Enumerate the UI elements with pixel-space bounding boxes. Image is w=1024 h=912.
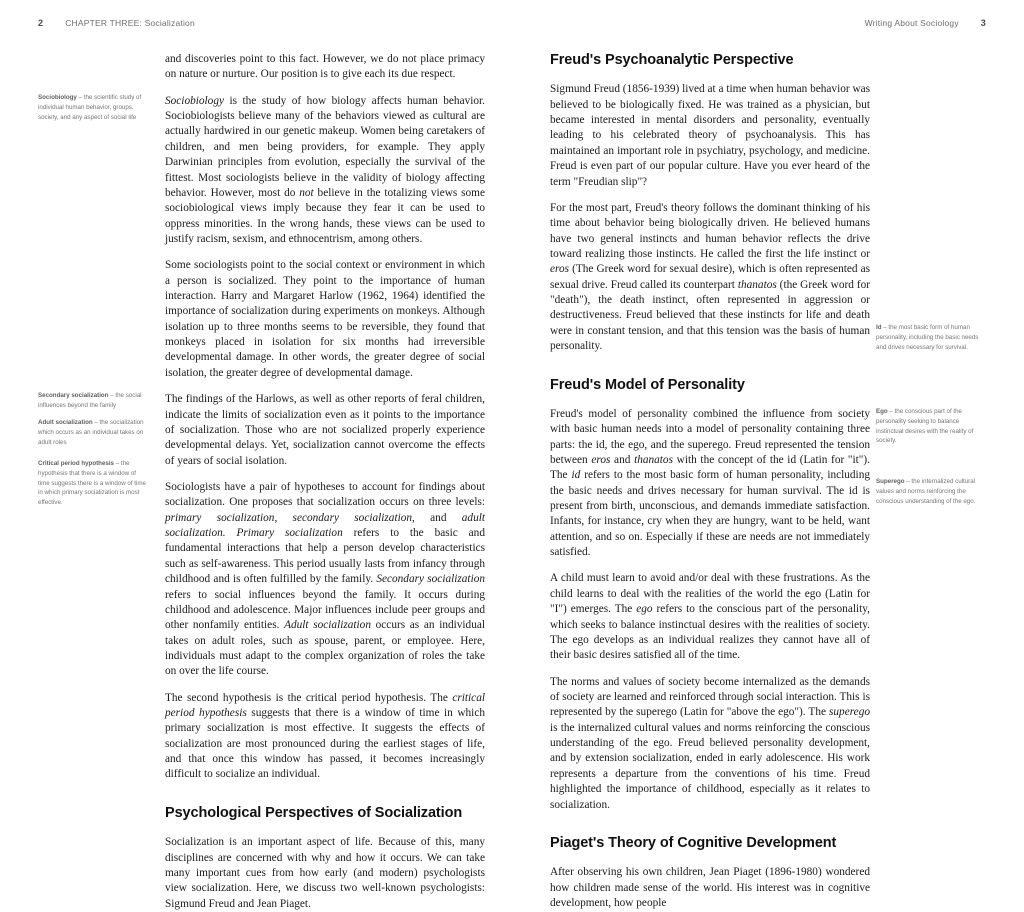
paragraph: Sociobiology is the study of how biology affects human behavior. Sociobiologists believe many of the behaviors viewed as cultural are actually hardwired in our genetic makeup. Women being caretakers of children, and men being providers, for example. They apply Darwinian principles from evolution, especially the survival of the fittest. Most sociologists believe in the validity of biology affecting behavior. However, most do not believe in the totalizing views some sociobiological views imply because they fear it can be used to oppress minorities. In the wrong hands, these views can be used to justify racism, sexism, and ethnocentrism, among others. — [165, 94, 485, 245]
running-head-right — [865, 18, 986, 28]
section-heading-freud-model-personality: Freud's Model of Personality — [550, 376, 745, 393]
glossary-term: Superego — [876, 478, 905, 485]
glossary-term: Id — [876, 324, 882, 331]
paragraph: Sociologists have a pair of hypotheses to account for findings about socialization. One proposes that socialization occurs on three levels: primary socialization, secondary socialization, and adult socialization. Primary socialization refers to the basic and fundamental interactions that help a person develop characteristics such as self-awareness. This period usually lasts from infancy through childhood and is often fulfilled by the family. Secondary socialization refers to social influences beyond the family. It occurs during childhood and adolescence. Major influences include peer groups and other nonfamily entities. Adult socialization occurs as an individual takes on adult roles, such as spouse, parent, or employee. Here, individuals must adapt to the complex organization of roles the take on over the life course. — [165, 480, 486, 678]
page-number-right: 3 — [980, 18, 986, 28]
section-heading-piaget-cognitive-development: Piaget's Theory of Cognitive Development — [550, 834, 837, 851]
paragraph: Some sociologists point to the social context or environment in which a person is socialized. They point to the importance of human interaction. Harry and Margaret Harlow (1962, 1964) identified the importance of socialization during experiments on monkeys. Although isolation up to three months seems to be reversible, they found that monkeys placed in isolation for six months had irreversible developmental damage. In other words, the greater degree of social isolation, the greater degree of developmental damage. — [165, 259, 485, 379]
running-head-left — [38, 18, 195, 28]
glossary-definition: – the scientific study of individual human behavior, groups, society, and any aspect of social life — [38, 94, 142, 121]
margin-note-secondary-socialization — [38, 391, 148, 411]
glossary-definition: – the social influences beyond the family — [38, 392, 142, 409]
glossary-term: Ego — [876, 408, 888, 415]
margin-note-id — [876, 323, 986, 352]
paragraph: A child must learn to avoid and/or deal with these frustrations. As the child learns to deal with the realities of the world the ego (Latin for "I") emerges. The ego refers to the conscious part of the personality, which seeks to balance instinctual desires with the realities of society. The ego develops as an individual realizes they cannot have all of their basic desires satisfied all of the time. — [550, 572, 870, 662]
paragraph: For the most part, Freud's theory follows the dominant thinking of his time about behavior being biologically driven. He believed humans have two general instincts and human behavior reflects the drive toward realizing those instincts. He called the first the life instinct or eros (The Greek word for sexual desire), which is often represented as sexual drive. Freud called its counterpart thanatos (the Greek word for "death"), the death instinct, often represented in aggression or destructiveness. Freud believed that these instincts for life and death were in constant tension, and that this tension was the basis of human personality. — [550, 201, 870, 353]
paragraph: After observing his own children, Jean Piaget (1896-1980) wondered how children made sense of the world. His interest was in cognitive development, how people — [550, 866, 870, 909]
margin-note-adult-socialization — [38, 418, 148, 447]
book-title-right: Writing About Sociology — [864, 18, 959, 28]
right-page-text-column — [550, 52, 870, 911]
paragraph: Sigmund Freud (1856-1939) lived at a time when human behavior was believed to be biologically fixed. He was trained as a physician, but became interested in mental disorders and personality, eventually leading to his celebrated theory of psychoanalysis. This has maintained an important role in psychiatry, psychology, and medicine. Freud is even part of our popular culture. Have you ever heard of the term "Freudian slip"? — [550, 83, 871, 188]
page-number-left: 2 — [38, 18, 44, 28]
paragraph: and discoveries point to this fact. However, we do not place primacy on nature or nurture. Our position is to give each its due respect. — [165, 53, 485, 81]
glossary-definition: – the conscious part of the personality seeking to balance instinctual desires with the reality of society. — [876, 408, 974, 445]
margin-note-sociobiology — [38, 93, 148, 122]
glossary-definition: – the socialization which occurs as an individual takes on adult roles — [38, 419, 144, 446]
paragraph: Freud's model of personality combined the influence from society with basic human needs into a model of personality containing three parts: the id, the ego, and the superego. Freud represented the tension between eros and thanatos with the concept of the id (Latin for "it"). The id refers to the most basic form of human personality, including the basic needs and drives necessary for human survival. The id is present from birth, unconscious, and demands immediate satisfaction. Infants, for instance, cry when they are hungry, want to be held, want attention, and so on. Especially if these are needs are not immediately satisfied. — [550, 407, 870, 559]
glossary-definition: – the internalized cultural values and norms reinforcing the conscious understanding of the ego. — [876, 478, 976, 505]
section-heading-psychological-perspectives: Psychological Perspectives of Socialization — [165, 804, 463, 821]
section-heading-freud-psychoanalytic: Freud's Psychoanalytic Perspective — [550, 52, 794, 68]
paragraph: The second hypothesis is the critical period hypothesis. The critical period hypothesis suggests that there is a window of time in which primary socialization is most effective. It suggests the effects of socialization are most pronounced during the earliest stages of life, and that once this window has passed, it becomes increasingly difficult to socialize an individual. — [165, 691, 485, 781]
chapter-title-left: CHAPTER THREE: Socialization — [65, 18, 195, 28]
glossary-term: Secondary socialization — [38, 392, 109, 399]
glossary-definition: – the hypothesis that there is a window of time suggests there is a window of time in which primary socialization is most effective. — [38, 460, 146, 507]
glossary-definition: – the most basic form of human personality, including the basic needs and drives necessary for survival. — [876, 324, 979, 351]
margin-note-critical-period-hypothesis — [38, 459, 148, 508]
left-page-text-column — [165, 52, 485, 912]
term-sociobiology: Sociobiology — [165, 94, 224, 107]
margin-note-superego — [876, 477, 986, 506]
glossary-term: Adult socialization — [38, 419, 93, 426]
glossary-term: Critical period hypothesis — [38, 460, 114, 467]
margin-note-ego — [876, 407, 986, 446]
paragraph: The findings of the Harlows, as well as other reports of feral children, indicate the limits of socialization even as it points to the importance of socialization. Those who are not socialized properly experience developmental delays. Yet, socialization cannot overcome the effects of years of social isolation. — [165, 393, 485, 467]
paragraph: The norms and values of society become internalized as the demands of society are learned and reinforced through social interaction. This is represented by the superego (Latin for "above the ego"). The superego is the internalized cultural values and norms reinforcing the conscious understanding of the ego. Freud believed personality development, and by extension socialization, ended in early adolescence. His work represents a departure from the conventions of his time. Freud highlighted the importance of childhood, especially as it relates to socialization. — [550, 675, 870, 811]
paragraph: Socialization is an important aspect of life. Because of this, many disciplines are concerned with why and how it occurs. We can take many important cues from how early (and modern) psychologists view socialization. Here, we discuss two well-known psychologists: Sigmund Freud and Jean Piaget. — [165, 836, 485, 910]
glossary-term: Sociobiology — [38, 94, 77, 101]
